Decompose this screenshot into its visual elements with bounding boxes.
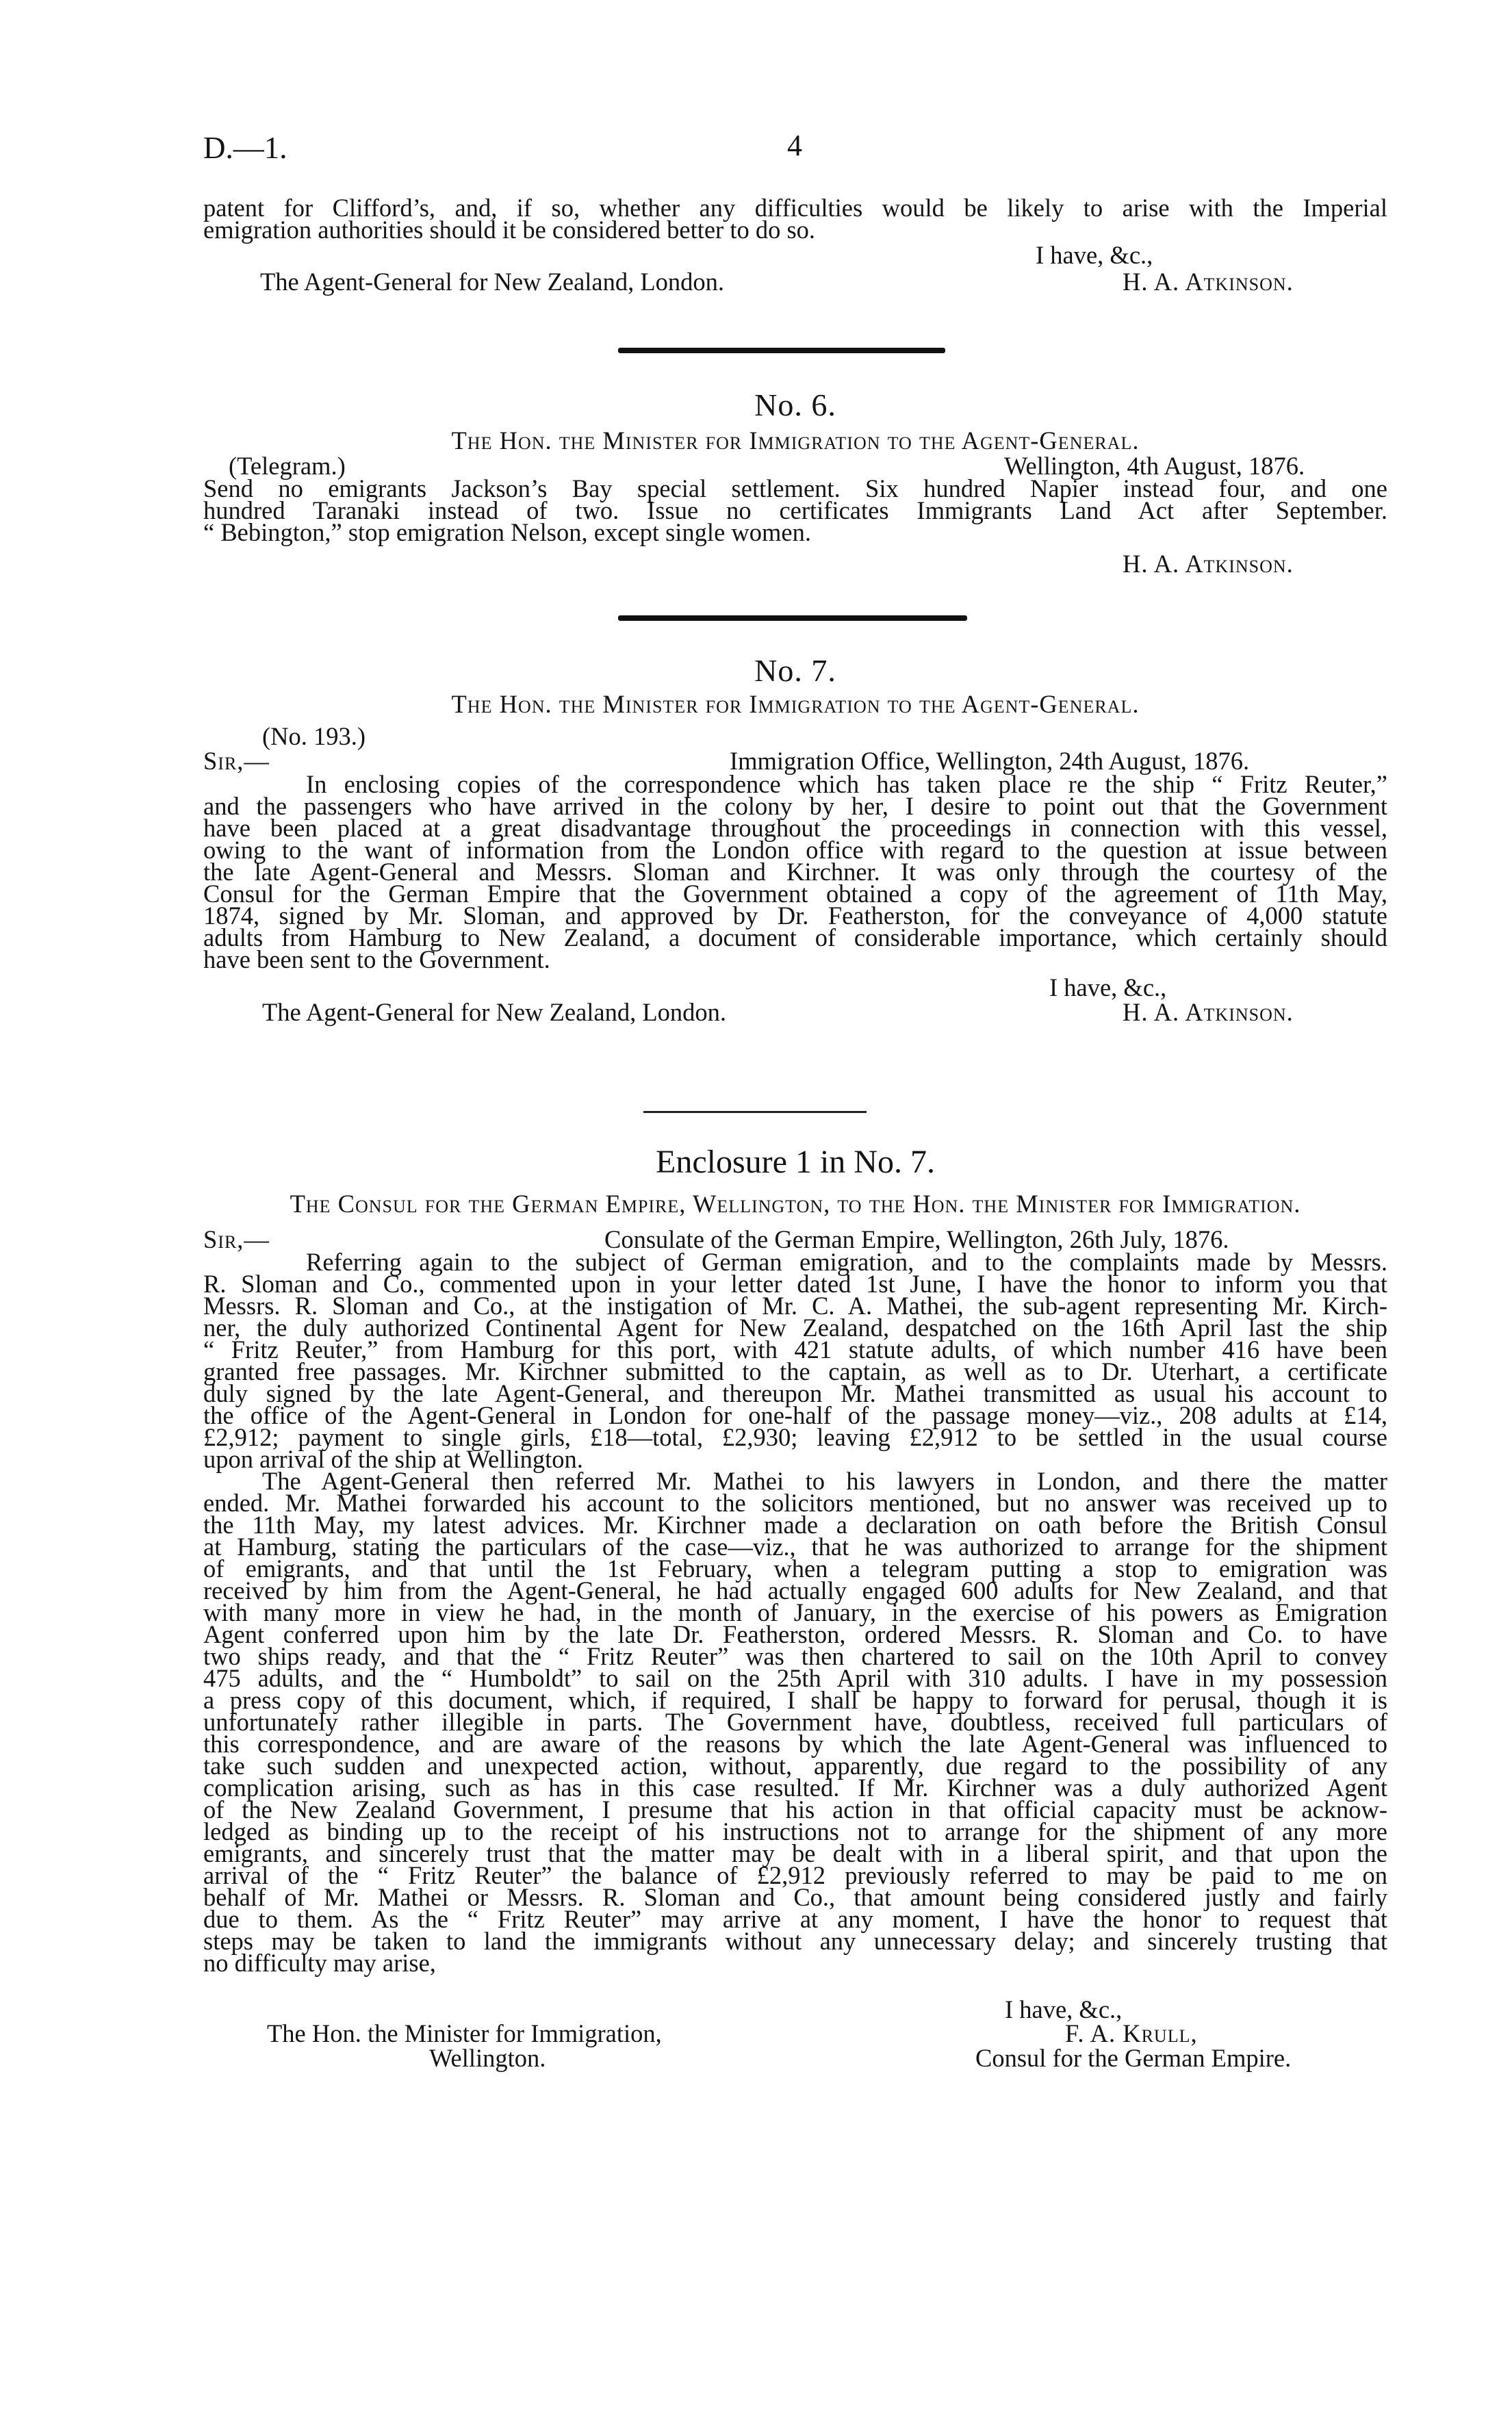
enclosure-date: Consulate of the German Empire, Wellington, 26th July, 1876.	[604, 1225, 1229, 1253]
no6-line-3: “ Bebington,” stop emigration Nelson, except single women.	[203, 518, 811, 546]
enclosure-line: at Hamburg, stating the particulars of the case—viz., that he was authorized to arrange for the shipment	[203, 1533, 1387, 1561]
no7-line: 1874, signed by Mr. Sloman, and approved by Dr. Featherston, for the conveyance of 4,000 statute	[203, 901, 1387, 930]
enclosure-salutation: Sir,—	[203, 1225, 270, 1253]
no7-line: and the passengers who have arrived in the colony by her, I desire to point out that the Government	[203, 792, 1387, 820]
enclosure-line: 475 adults, and the “ Humboldt” to sail on the 25th April with 310 adults. I have in my possession	[203, 1664, 1387, 1692]
no6-date: Wellington, 4th August, 1876.	[1004, 452, 1305, 480]
no7-line: Consul for the German Empire that the Government obtained a copy of the agreement of 11th May,	[203, 880, 1387, 908]
no7-line: the late Agent-General and Messrs. Sloman and Kirchner. It was only through the courtesy of the	[203, 858, 1387, 886]
enclosure-line: the 11th May, my latest advices. Mr. Kirchner made a declaration on oath before the British Consul	[203, 1511, 1387, 1539]
intro-recipient: The Agent-General for New Zealand, London.	[260, 268, 725, 296]
no7-date: Immigration Office, Wellington, 24th August, 1876.	[730, 747, 1250, 775]
no6-note: (Telegram.)	[229, 452, 346, 480]
enclosure-line: duly signed by the late Agent-General, and thereupon Mr. Mathei transmitted as usual his account to	[203, 1379, 1387, 1407]
no7-line: have been placed at a great disadvantage throughout the proceedings in connection with this vessel,	[203, 814, 1387, 842]
intro-line-1: patent for Clifford’s, and, if so, whether any difficulties would be likely to arise with the Imperial	[203, 194, 1387, 222]
no7-line: owing to the want of information from the London office with regard to the question at issue between	[203, 836, 1387, 864]
enclosure-line: Messrs. R. Sloman and Co., at the instigation of Mr. C. A. Mathei, the sub-agent representing Mr. Kirch-	[203, 1292, 1387, 1320]
enclosure-line: R. Sloman and Co., commented upon in your letter dated 1st June, I have the honor to inform you that	[203, 1270, 1387, 1298]
enclosure-line: the office of the Agent-General in London for one-half of the passage money—viz., 208 adults at £14,	[203, 1401, 1387, 1429]
enclosure-line: “ Fritz Reuter,” from Hamburg for this port, with 421 statute adults, of which number 416 have been	[203, 1335, 1387, 1364]
enclosure-recipient-line-1: The Hon. the Minister for Immigration,	[267, 2019, 662, 2047]
enclosure-line: upon arrival of the ship at Wellington.	[203, 1445, 583, 1473]
no6-line-2: hundred Taranaki instead of two. Issue no certificates Immigrants Land Act after September.	[203, 496, 1387, 524]
no6-signature: H. A. Atkinson.	[1123, 550, 1294, 578]
enclosure-line: The Agent-General then referred Mr. Mathei to his lawyers in London, and there the matter	[262, 1467, 1387, 1495]
enclosure-line: behalf of Mr. Mathei or Messrs. R. Sloman and Co., that amount being considered justly and fairly	[203, 1883, 1387, 1911]
enclosure-line: unfortunately rather illegible in parts. The Government have, doubtless, received full particulars of	[203, 1708, 1387, 1736]
no6-subtitle: The Hon. the Minister for Immigration to the Agent-General.	[451, 426, 1140, 455]
intro-closing: I have, &c.,	[1036, 241, 1153, 269]
enclosure-line: Agent conferred upon him by the late Dr. Featherston, ordered Messrs. R. Sloman and Co. to have	[203, 1620, 1387, 1648]
no7-signature: H. A. Atkinson.	[1123, 998, 1294, 1026]
no7-subtitle: The Hon. the Minister for Immigration to the Agent-General.	[451, 690, 1140, 718]
enclosure-line: no difficulty may arise,	[203, 1949, 436, 1977]
enclosure-line: of emigrants, and that until the 1st February, when a telegram putting a stop to emigration was	[203, 1555, 1387, 1583]
page-number: 4	[787, 129, 802, 162]
enclosure-line: two ships ready, and that the “ Fritz Reuter” was then chartered to sail on the 10th April to convey	[203, 1642, 1387, 1670]
enclosure-heading: Enclosure 1 in No. 7.	[656, 1144, 935, 1180]
enclosure-subtitle: The Consul for the German Empire, Wellington, to the Hon. the Minister for Immigration.	[290, 1190, 1301, 1218]
no7-salutation: Sir,—	[203, 747, 270, 775]
enclosure-line: a press copy of this document, which, if required, I shall be happy to forward for perusal, though it is	[203, 1686, 1387, 1714]
enclosure-line: arrival of the “ Fritz Reuter” the balance of £2,912 previously referred to may be paid to me on	[203, 1861, 1387, 1889]
enclosure-signature: F. A. Krull,	[1065, 2019, 1198, 2047]
enclosure-line: steps may be taken to land the immigrants without any unnecessary delay; and sincerely trusting that	[203, 1927, 1387, 1955]
enclosure-line: take such sudden and unexpected action, without, apparently, due regard to the possibility of any	[203, 1752, 1387, 1780]
section-divider	[643, 1111, 867, 1113]
no7-heading: No. 7.	[754, 653, 836, 688]
no7-closing: I have, &c.,	[1049, 973, 1167, 1001]
enclosure-recipient-line-2: Wellington.	[429, 2044, 546, 2072]
no6-line-1: Send no emigrants Jackson’s Bay special settlement. Six hundred Napier instead four, and one	[203, 474, 1387, 502]
intro-line-2: emigration authorities should it be considered better to do so.	[203, 216, 816, 244]
no6-heading: No. 6.	[754, 387, 836, 422]
enclosure-line: this correspondence, and are aware of the reasons by which the late Agent-General was influenced to	[203, 1730, 1387, 1758]
enclosure-line: received by him from the Agent-General, he had actually engaged 600 adults for New Zealand, and that	[203, 1576, 1387, 1604]
enclosure-line: ner, the duly authorized Continental Agent for New Zealand, despatched on the 16th April last the ship	[203, 1314, 1387, 1342]
section-divider	[618, 348, 945, 353]
enclosure-line: of the New Zealand Government, I presume that his action in that official capacity must be acknow-	[203, 1795, 1387, 1824]
no7-note: (No. 193.)	[262, 722, 366, 750]
no7-recipient: The Agent-General for New Zealand, London.	[262, 998, 727, 1026]
no7-line: have been sent to the Government.	[203, 945, 550, 973]
enclosure-signature-title: Consul for the German Empire.	[975, 2044, 1292, 2072]
enclosure-line: granted free passages. Mr. Kirchner submitted to the captain, as well as to Dr. Uterhart, a certificate	[203, 1357, 1387, 1385]
enclosure-line: emigrants, and sincerely trust that the matter may be dealt with in a liberal spirit, and that upon the	[203, 1839, 1387, 1867]
section-divider	[618, 615, 967, 621]
document-id: D.—1.	[203, 131, 287, 165]
intro-signature: H. A. Atkinson.	[1123, 268, 1294, 296]
enclosure-line: ledged as binding up to the receipt of his instructions not to arrange for the shipment of any more	[203, 1817, 1387, 1845]
enclosure-closing: I have, &c.,	[1005, 1995, 1123, 2023]
enclosure-line: due to them. As the “ Fritz Reuter” may arrive at any moment, I have the honor to request that	[203, 1905, 1387, 1933]
enclosure-line: with many more in view he had, in the month of January, in the exercise of his powers as Emigration	[203, 1598, 1387, 1626]
enclosure-line: Referring again to the subject of German emigration, and to the complaints made by Messrs.	[306, 1248, 1387, 1276]
enclosure-line: complication arising, such as has in this case resulted. If Mr. Kirchner was a duly authorized Agent	[203, 1774, 1387, 1802]
no7-line: adults from Hamburg to New Zealand, a document of considerable importance, which certainly should	[203, 923, 1387, 951]
no7-line: In enclosing copies of the correspondence which has taken place re the ship “ Fritz Reuter,”	[306, 770, 1387, 798]
enclosure-line: ended. Mr. Mathei forwarded his account to the solicitors mentioned, but no answer was received up to	[203, 1489, 1387, 1517]
enclosure-line: £2,912; payment to single girls, £18—total, £2,930; leaving £2,912 to be settled in the usual course	[203, 1423, 1387, 1451]
